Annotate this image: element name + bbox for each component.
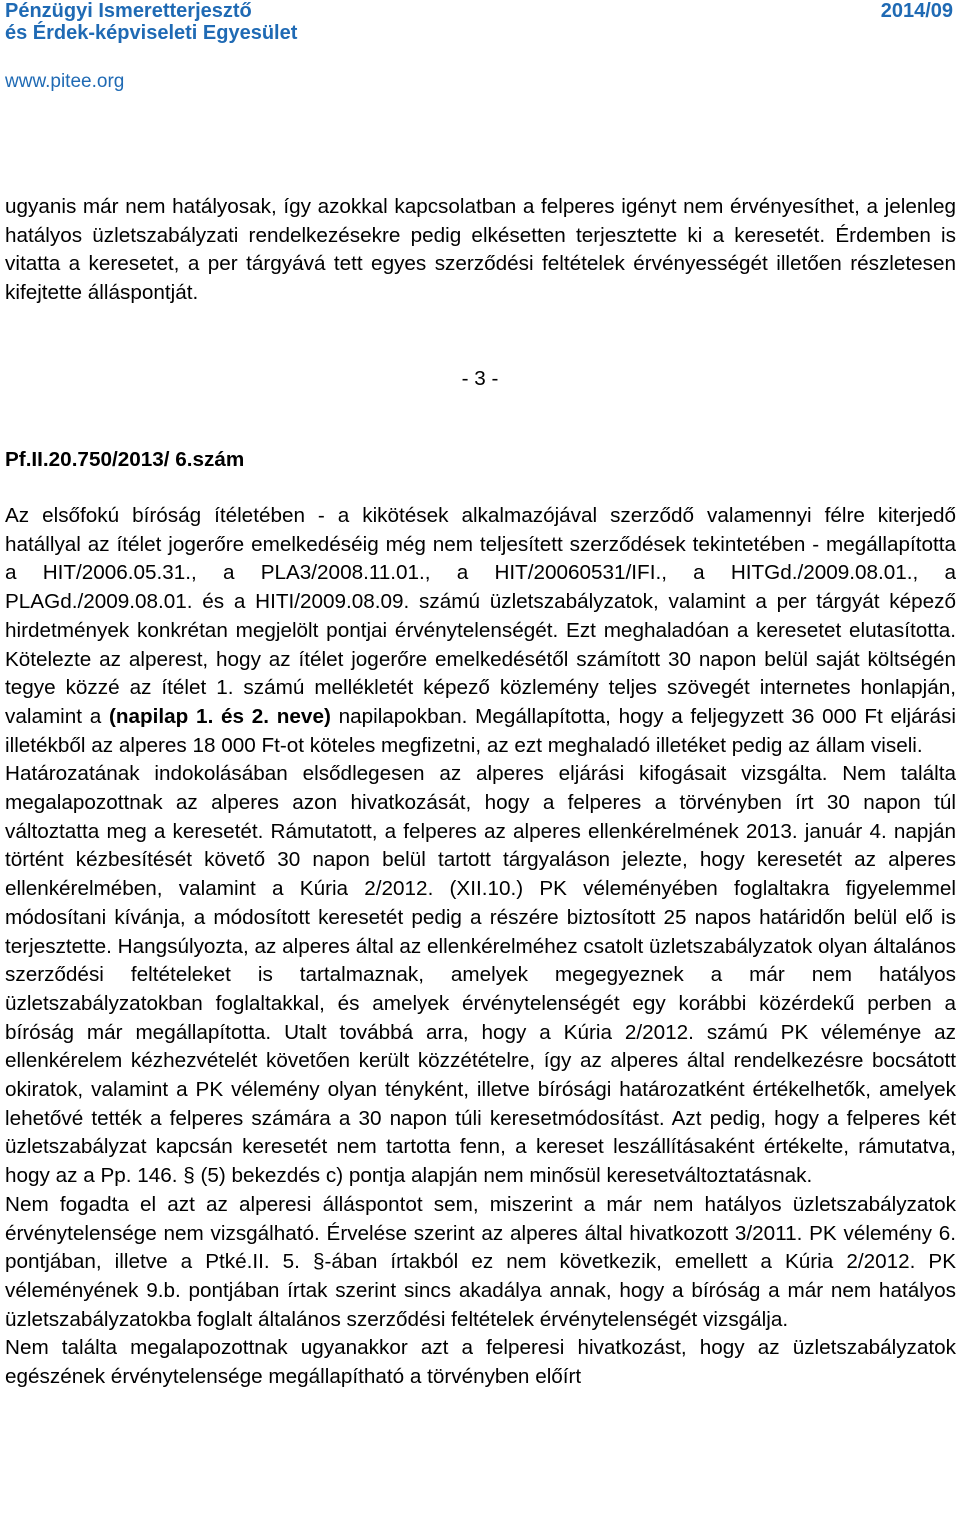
website-link[interactable]: www.pitee.org [5,71,125,92]
paragraph-continuation: Nem találta megalapozottnak ugyanakkor azt a felperesi hivatkozást, hogy az üzletszabályzatok egészének érvénytelensége megállapítható a törvényben előírt [5,1336,956,1389]
paragraph-judgment-part1: Az elsőfokú bíróság ítéletében - a kikötések alkalmazójával szerződő valamennyi félre kiterjedő hatállyal az ítélet jogerőre emelkedéséig még nem teljesített szerződések tekintetében - megállapította a HIT/2006.05.31., a PLA3/2008.11.01., a HIT/20060531/IFI., a HITGd./2009.08.01., a PLAGd./2009.08.01. és a HITI/2009.08.09. számú üzletszabályzatok, valamint a per tárgyát képező hirdetmények konkrétan megjelölt pontjai érvénytelenségét. Ezt meghaladóan a keresetet elutasította. Kötelezte az alperest, hogy az ítélet jogerőre emelkedésétől számított 30 napon belül saját költségén tegye közzé az ítélet 1. számú mellékletét képező közlemény teljes szövegét internetes honlapján, valamint a [5,504,956,728]
organization-name-line1: Pénzügyi Ismeretterjesztő [5,0,252,22]
intro-paragraph [5,193,956,308]
paragraph-judgment [5,502,956,760]
organization-name [5,0,297,44]
paragraph-reasoning: Határozatának indokolásában elsődlegesen az alperes eljárási kifogásait vizsgálta. Nem találta megalapozottnak az alperes azon hivatkozását, hogy a felperes a törvényben írt 30 napon túl változtatta meg a keresetét. Rámutatott, a felperes az alperes ellenkérelmének 2013. január 4. napján történt kézbesítését követő 30 napon belül tartott tárgyaláson jelezte, hogy keresetét az alperes ellenkérelmében, valamint a Kúria 2/2012. (XII.10.) PK véleményében foglaltakra figyelemmel módosítani kívánja, a módosított keresetét pedig a részére biztosított 25 napos határidőn belül elő is terjesztette. Hangsúlyozta, az alperes által az ellenkérelméhez csatolt üzletszabályzatok olyan általános szerződési feltételeket is tartalmaznak, amelyek megegyeznek a már nem hatályos üzletszabályzatokban foglaltakkal, és amelyek érvénytelenségét egy korábbi közérdekű perben a bíróság már megállapította. Utalt továbbá arra, hogy a Kúria 2/2012. számú PK véleménye az ellenkérelem kézhezvételét követően került közzétételre, így az alperes által rendelkezésre bocsátott okiratok, valamint a PK vélemény olyan tényként, illetve bírósági határozatként értékelhetők, amelyek lehetővé tették a felperes számára a 30 napon túli keresetmódosítást. Azt pedig, hogy a felperes két üzletszabályzat kapcsán keresetét nem tartotta fenn, a kereset leszállításaként értékelte, rámutatva, hogy az a Pp. 146. § (5) bekezdés c) pontja alapján nem minősül keresetváltoztatásnak. [5,762,956,1188]
paragraph-rejection: Nem fogadta el azt az alperesi álláspontot sem, miszerint a már nem hatályos üzletszabályzatok érvénytelensége nem vizsgálható. Érvelése szerint az alperes által hivatkozott 3/2011. PK vélemény 6. pontjában, illetve a Ptké.II. 5. §-ában írtakból ez nem következik, emellett a Kúria 2/2012. PK véleményének 9.b. pontjában írtak szerint sincs akadálya annak, hogy a bíróság a már nem hatályos üzletszabályzatokba foglalt általános szerződési feltételek érvénytelenségét vizsgálja. [5,1192,956,1331]
main-text [5,502,956,1392]
organization-name-line2: és Érdek-képviseleti Egyesület [5,22,298,44]
page-header [5,0,953,100]
intro-paragraph-text: ugyanis már nem hatályosak, így azokkal kapcsolatban a felperes igényt nem érvényesíthet, a jelenleg hatályos üzletszabályzati rendelkezésekre pedig elkésetten terjesztette ki a keresetét. Érdemben is vitatta a keresetet, a per tárgyává tett egyes szerződési feltételek érvényességét illetően részletesen kifejtette álláspontját. [5,195,956,305]
newspaper-names-bold: (napilap 1. és 2. neve) [109,704,331,728]
page-number: - 3 - [461,367,499,390]
paragraph-judgment-part2: napilapokban. Megállapította, hogy a feljegyzett 36 000 Ft eljárási illetékből az alperes 18 000 Ft-ot köteles megfizetni, az ezt meghaladó illetéket pedig az állam viseli. [5,704,956,757]
issue-number: 2014/09 [880,0,953,22]
case-number: Pf.II.20.750/2013/ 6.szám [5,448,245,471]
